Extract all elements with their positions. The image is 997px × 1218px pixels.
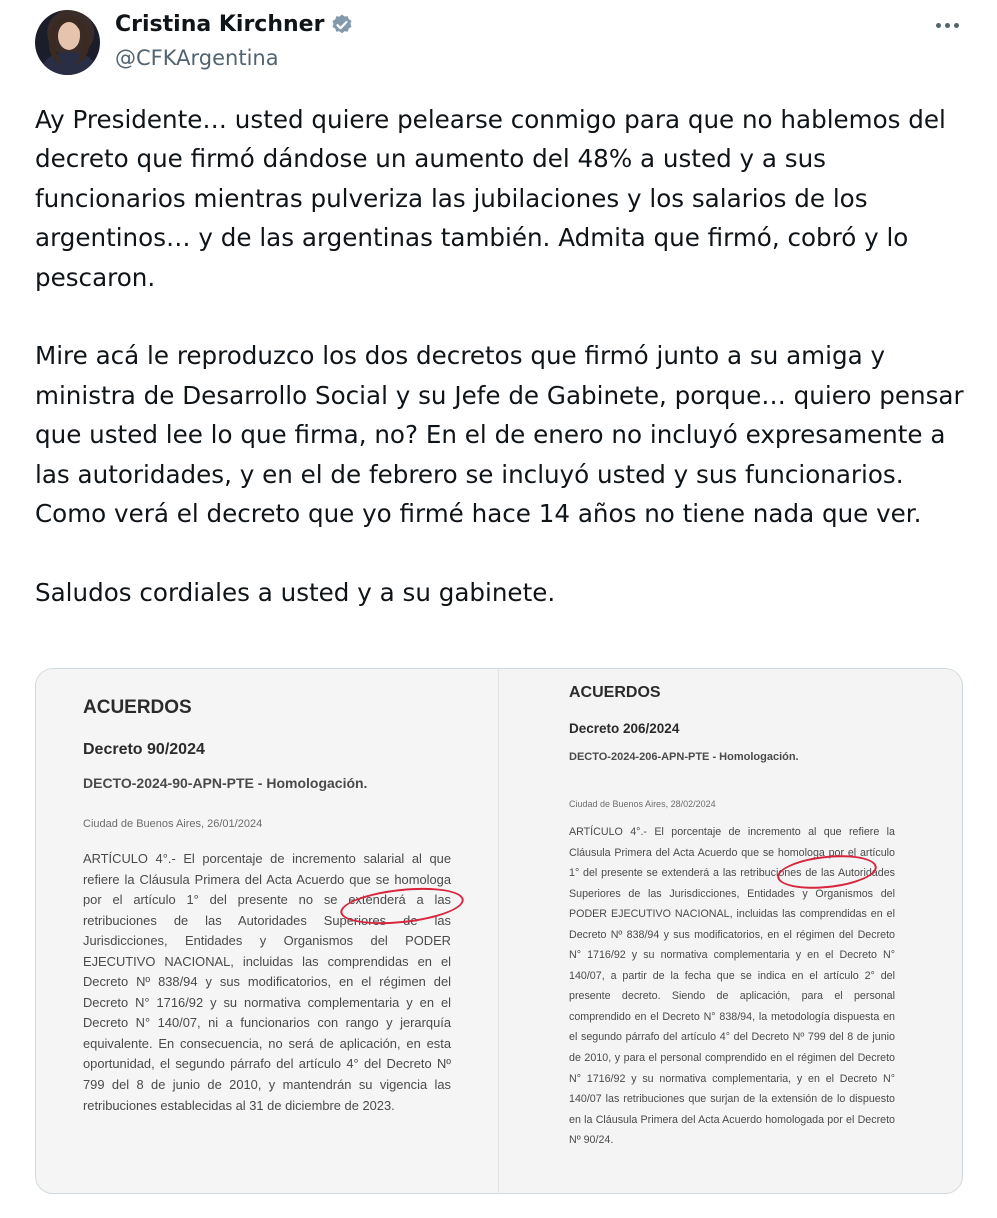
tweet-paragraph: Ay Presidente… usted quiere pelearse conmigo para que no hablemos del decreto que firmó dándose un aumento del 48% a usted y a sus funcionarios mientras pulveriza las jubilaciones y los salarios de los argentinos… y de las argentinas también. Admita que firmó, cobró y lo pescaron. [35,105,954,292]
tweet-paragraph: Mire acá le reproduzco los dos decretos que firmó junto a su amiga y ministra de Desarrollo Social y su Jefe de Gabinete, porque… quiero pensar que usted lee lo que firma, no? En el de enero no incluyó expresamente a las autoridades, y en el de febrero se incluyó usted y sus funcionarios. Como verá el decreto que yo firmé hace 14 años no tiene nada que ver. [35,341,972,529]
decree-document-right [498,669,963,1193]
author-handle[interactable]: @CFKArgentina [115,46,279,70]
more-dot [936,23,941,28]
decree-document-left [36,669,498,1193]
doc-section-title: ACUERDOS [83,697,192,718]
more-dot [945,23,950,28]
doc-section-title: ACUERDOS [569,684,661,701]
tweet-text [35,100,970,612]
author-name[interactable]: Cristina Kirchner [115,12,325,37]
doc-date: Ciudad de Buenos Aires, 28/02/2024 [569,799,716,809]
avatar-face-shape [58,22,80,50]
doc-decree-title: Decreto 206/2024 [569,721,680,736]
more-dot [954,23,959,28]
doc-article-text: ARTÍCULO 4°.- El porcentaje de incremento al que refiere la Cláusula Primera del Acta Acuerdo que se homologa por el artículo 1° del presente se extenderá a las retribuciones de las Autoridades Superiores de las Jurisdicciones, Entidades y Organismos del PODER EJECUTIVO NACIONAL, incluidas las comprendidas en el Decreto Nº 838/94 y sus modificatorios, en el régimen del Decreto N° 1716/92 y su normativa complementaria y en el Decreto N° 140/07, a partir de la fecha que se indica en el artículo 2° del presente decreto. Siendo de aplicación, para el personal comprendido en el Decreto N° 838/94, la metodología dispuesta en el segundo párrafo del artículo 4° del Decreto Nº 799 del 8 de junio de 2010, y para el personal comprendido en el régimen del Decreto N° 1716/92 y su normativa complementaria, y en el Decreto N° 140/07 las retribuciones que surjan de la extensión de lo dispuesto en la Cláusula Primera del Acta Acuerdo homologada por el Decreto Nº 90/24. [569,826,895,1147]
doc-date: Ciudad de Buenos Aires, 26/01/2024 [83,818,263,830]
doc-decree-title: Decreto 90/2024 [83,741,205,758]
author-name-row[interactable] [115,12,354,37]
avatar[interactable] [35,10,100,75]
tweet-paragraph: Saludos cordiales a usted y a su gabinete. [35,577,556,607]
doc-article-text: ARTÍCULO 4°.- El porcentaje de incremento salarial al que refiere la Cláusula Primera del Acta Acuerdo que se homologa por el artículo 1° del presente no se extenderá a las retribuciones de las Autoridades Superiores de las Jurisdicciones, Entidades y Organismos del PODER EJECUTIVO NACIONAL, incluidas las comprendidas en el Decreto Nº 838/94 y sus modificatorios, en el régimen del Decreto N° 1716/92 y su normativa complementaria y en el Decreto N° 140/07, ni a funcionarios con rango y jerarquía equivalente. En consecuencia, no será de aplicación, en esta oportunidad, el segundo párrafo del artículo 4° del Decreto Nº 799 del 8 de junio de 2010, y mantendrán su vigencia las retribuciones establecidas al 31 de diciembre de 2023. [83,851,451,1113]
tweet-media-image[interactable] [35,668,963,1194]
verified-badge-icon [330,13,354,37]
doc-decree-code: DECTO-2024-90-APN-PTE - Homologación. [83,775,368,791]
doc-decree-code: DECTO-2024-206-APN-PTE - Homologación. [569,751,799,763]
more-options-icon[interactable] [932,10,962,40]
